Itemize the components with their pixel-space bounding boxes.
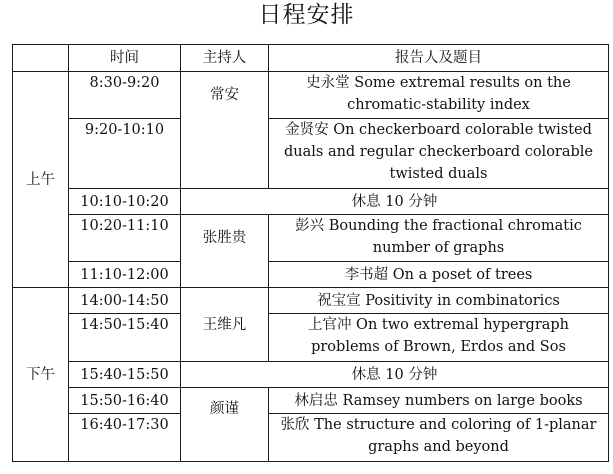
talk-cell (269, 314, 609, 362)
time-cell: 8:30-9:20 (69, 72, 181, 119)
talk-text: 张欣 The structure and coloring of 1-planar graphs and beyond (280, 417, 597, 455)
talk-text: 祝宝宣 Positivity in combinatorics (317, 292, 560, 309)
table-row (13, 314, 609, 362)
talk-text: 金贤安 On checkerboard colorable twisted duals and regular checkerboard colorable twisted duals (283, 122, 594, 182)
talk-text: 李书超 On a poset of trees (344, 266, 533, 283)
host-cell: 常安 (181, 72, 269, 189)
table-row (13, 288, 609, 314)
time-cell: 15:40-15:50 (69, 362, 181, 388)
talk-cell (269, 388, 609, 414)
table-row (13, 119, 609, 189)
talk-cell (269, 288, 609, 314)
talk-text: 林启忠 Ramsey numbers on large books (294, 392, 583, 409)
talk-cell (269, 215, 609, 262)
time-cell: 10:10-10:20 (69, 189, 181, 215)
time-cell: 14:00-14:50 (69, 288, 181, 314)
talk-text: 上官冲 On two extremal hypergraph problems of Brown, Erdos and Sos (307, 317, 570, 355)
host-cell: 颜谨 (181, 388, 269, 462)
talk-cell (269, 414, 609, 462)
host-cell: 王维凡 (181, 288, 269, 362)
time-cell: 11:10-12:00 (69, 262, 181, 288)
table-row (13, 262, 609, 288)
talk-text: 彭兴 Bounding the fractional chromatic number of graphs (295, 218, 582, 256)
talk-text: 史永堂 Some extremal results on the chromatic-stability index (306, 75, 571, 113)
page-title: 日程安排 (258, 2, 355, 28)
time-cell: 9:20-10:10 (69, 119, 181, 189)
talk-cell (269, 262, 609, 288)
host-cell: 张胜贵 (181, 215, 269, 288)
talk-cell (269, 119, 609, 189)
time-cell: 14:50-15:40 (69, 314, 181, 362)
break-cell: 休息 10 分钟 (181, 362, 609, 388)
table-row (13, 388, 609, 414)
time-cell: 15:50-16:40 (69, 388, 181, 414)
table-row (13, 215, 609, 262)
table-row (13, 414, 609, 462)
table-row (13, 72, 609, 119)
header-time: 时间 (69, 45, 181, 72)
time-cell: 16:40-17:30 (69, 414, 181, 462)
header-session-cell (13, 45, 69, 72)
schedule-table (12, 44, 609, 462)
table-row (13, 189, 609, 215)
table-row (13, 362, 609, 388)
session-afternoon: 下午 (13, 288, 69, 462)
table-header-row (13, 45, 609, 72)
header-talk: 报告人及题目 (269, 45, 609, 72)
header-host: 主持人 (181, 45, 269, 72)
talk-cell (269, 72, 609, 119)
time-cell: 10:20-11:10 (69, 215, 181, 262)
session-morning: 上午 (13, 72, 69, 288)
break-cell: 休息 10 分钟 (181, 189, 609, 215)
